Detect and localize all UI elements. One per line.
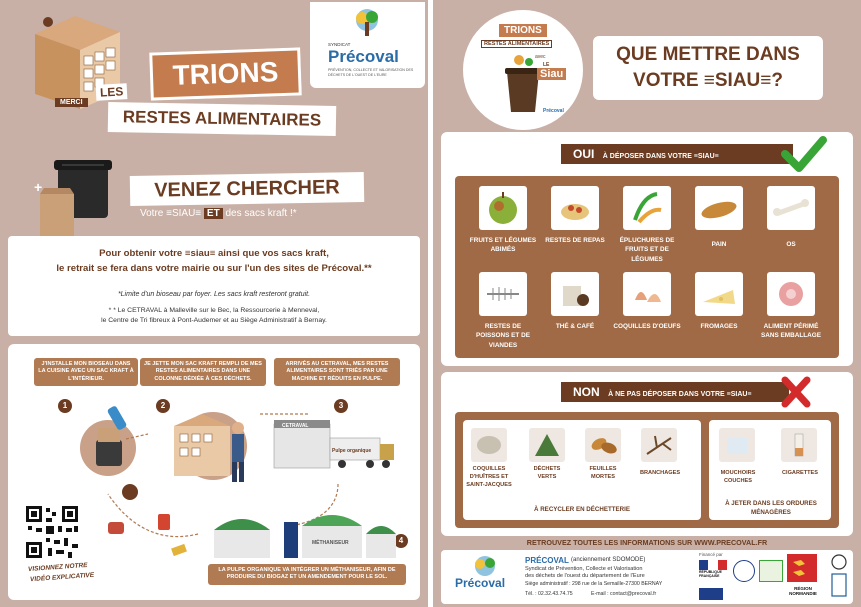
tea-coffee-icon	[551, 272, 599, 316]
tree-logo-icon	[352, 8, 382, 38]
circle-siau: Siau	[537, 68, 566, 80]
tile-huitres	[471, 428, 507, 462]
methaniseur-illustration	[204, 504, 404, 564]
question-line-2: VOTRE ≡SIAU≡?	[633, 70, 783, 91]
headline-restes-box	[108, 102, 336, 136]
fish-bones-icon	[479, 272, 527, 316]
branches-icon	[641, 428, 677, 462]
circle-le: LE	[543, 62, 550, 68]
france-relance-icon	[733, 560, 755, 582]
label-feuilles: FEUILLES MORTES	[589, 466, 617, 480]
left-page	[0, 0, 428, 607]
cheese-icon	[695, 272, 743, 316]
truck-label: Pulpe organique	[332, 448, 372, 454]
footer-former: (anciennement SDOMODE)	[571, 557, 646, 563]
normandie-lions-icon	[787, 554, 817, 582]
bone-icon	[767, 186, 815, 230]
tile-perime	[767, 272, 815, 316]
footer-address: Siège administratif : 298 rue de la Semaille-27300 BERNAY	[525, 581, 663, 587]
label-poissons: RESTES DE POISSONS ET DE VIANDES	[476, 323, 530, 349]
label-verts: DÉCHETS VERTS	[533, 466, 561, 480]
more-info-link[interactable]: RETROUVEZ TOUTES LES INFORMATIONS SUR WWW.PRECOVAL.FR	[526, 538, 768, 547]
oui-panel	[441, 132, 853, 366]
footnote-2: * * Le CETRAVAL à Malleville sur le Bec, la Ressourcerie à Menneval,	[108, 307, 320, 314]
step-1-text: J'INSTALLE MON BIOSEAU DANS LA CUISINE AVEC UN SAC KRAFT À L'INTÉRIEUR.	[34, 358, 138, 386]
footnote-3: le Centre de Tri fibreux à Pont-Audemer et au Siège Administratif à Bernay.	[101, 317, 327, 324]
right-page	[433, 0, 861, 607]
footer-name: PRÉCOVAL	[525, 556, 569, 565]
footer-logo-text: Précoval	[455, 576, 506, 590]
siau-circle-badge	[463, 10, 583, 130]
non-header	[561, 382, 789, 402]
tile-verts	[529, 428, 565, 462]
circle-restes: RESTES ALIMENTAIRES	[481, 40, 552, 48]
label-huitres: COQUILLES D'HUÎTRES ET SAINT-JACQUES	[466, 466, 512, 488]
question-card	[593, 36, 823, 100]
tile-mouchoirs	[719, 428, 755, 462]
label-mouchoirs: MOUCHOIRS COUCHES	[720, 470, 756, 484]
step-2-text: JE JETTE MON SAC KRAFT REMPLI DE MES RESTES ALIMENTAIRES DANS UNE COLONNE DÉDIÉE À CES DÉCHETS.	[140, 358, 266, 386]
om-caption: À JETER DANS LES ORDURES MÉNAGÈRES	[725, 500, 817, 516]
step-2-badge: 2	[156, 399, 170, 413]
rf-logo	[699, 560, 727, 578]
region-text: RÉGION NORMANDIE	[789, 586, 817, 596]
tile-poissons	[479, 272, 527, 316]
non-word: NON	[573, 385, 600, 399]
factory-label: CETRAVAL	[282, 423, 309, 429]
circle-trions: TRIONS	[499, 24, 547, 37]
step-3-badge: 3	[334, 399, 348, 413]
tile-fromages	[695, 272, 743, 316]
pasta-icon	[551, 186, 599, 230]
tile-epluchures	[623, 186, 671, 230]
cta-sub-et: ET	[204, 208, 223, 219]
org-caption: SYNDICAT	[328, 42, 351, 47]
cta-title-box	[130, 172, 364, 206]
headline-restes: RESTES ALIMENTAIRES	[122, 107, 322, 130]
footer-email[interactable]: E-mail : contact@precoval.fr	[591, 591, 657, 597]
headline-trions-box	[149, 47, 302, 100]
label-fromages: FROMAGES	[700, 323, 738, 330]
retrait-line-2: le retrait se fera dans votre mairie ou sur l'un des sites de Précoval.**	[56, 263, 372, 274]
cross-icon	[779, 376, 813, 408]
rf-text: RÉPUBLIQUE FRANÇAISE	[699, 570, 722, 578]
step-1-badge: 1	[58, 399, 72, 413]
question-line-1: QUE METTRE DANS	[616, 44, 800, 65]
label-branchages: BRANCHAGES	[639, 470, 681, 476]
retrait-info-card	[8, 236, 420, 336]
tile-cigarettes	[781, 428, 817, 462]
circle-logo-text: Précoval	[543, 108, 564, 114]
org-name: Précoval	[328, 47, 399, 66]
label-oeufs: COQUILLES D'OEUFS	[613, 323, 681, 330]
cta-subtitle	[140, 208, 370, 226]
video-line-1: VISIONNEZ NOTRE	[27, 561, 88, 574]
footnote-1: *Limite d'un bioseau par foyer. Les sacs kraft resteront gratuit.	[117, 291, 311, 298]
financed-label: Financé par	[699, 552, 723, 557]
label-epluchures: ÉPLUCHURES DE FRUITS ET DE LÉGUMES	[619, 237, 675, 263]
eggshell-icon	[623, 272, 671, 316]
green-waste-icon	[529, 428, 565, 462]
label-the: THÉ & CAFÉ	[555, 323, 595, 330]
oyster-icon	[471, 428, 507, 462]
headline-trions: TRIONS	[172, 56, 279, 91]
oui-rest: À DÉPOSER DANS VOTRE ≡SIAU≡	[602, 153, 719, 160]
svg-text:+: +	[34, 179, 43, 195]
footer-desc-2: des déchets de l'ouest du département de l'Eure	[525, 573, 645, 579]
tile-oeufs	[623, 272, 671, 316]
household-items-illustration	[100, 474, 210, 574]
video-line-2: VIDÉO EXPLICATIVE	[29, 571, 95, 584]
oui-header	[561, 144, 793, 164]
cta-sub-siau: Votre ≡SIAU≡	[140, 208, 202, 219]
oui-word: OUI	[573, 147, 595, 161]
label-restes: RESTES DE REPAS	[545, 237, 605, 244]
box-merci-label: MERCI	[55, 98, 88, 107]
non-rest: À NE PAS DÉPOSER DANS VOTRE ≡SIAU≡	[608, 391, 752, 398]
org-subtitle: PRÉVENTION, COLLECTE ET VALORISATION DES DÉCHETS DE L'OUEST DE L'EURE	[328, 68, 414, 77]
checkmark-icon	[781, 134, 827, 174]
tile-the	[551, 272, 599, 316]
ademe-icon	[759, 560, 783, 582]
label-perime: ALIMENT PÉRIMÉ SANS EMBALLAGE	[760, 323, 821, 340]
qr-code[interactable]	[24, 504, 80, 560]
label-os: OS	[786, 241, 796, 248]
apple-icon	[479, 186, 527, 230]
peelings-icon	[623, 186, 671, 230]
tile-pain	[695, 186, 743, 230]
circle-avec: avec	[535, 54, 546, 60]
eu-flag-icon	[699, 588, 723, 600]
cigarette-icon	[781, 428, 817, 462]
process-panel	[8, 344, 420, 600]
dechetterie-caption: À RECYCLER EN DÉCHETTERIE	[534, 506, 630, 513]
label-pain: PAIN	[711, 241, 727, 248]
precoval-logo-card	[310, 2, 425, 88]
step-4-text: LA PULPE ORGANIQUE VA INTÉGRER UN MÉTHANISEUR, AFIN DE PRODUIRE DU BIOGAZ ET UN AMENDEMENT POUR LE SOL.	[208, 564, 406, 585]
non-panel	[441, 372, 853, 536]
headline-les: LES	[96, 83, 128, 101]
bread-icon	[695, 186, 743, 230]
bioseau-kraft-illustration	[28, 146, 128, 246]
tile-os	[767, 186, 815, 230]
footer-card	[441, 550, 853, 604]
footer-desc-1: Syndicat de Prévention, Collecte et Valorisation	[525, 566, 643, 572]
dead-leaves-icon	[585, 428, 621, 462]
tile-feuilles	[585, 428, 621, 462]
tile-restes	[551, 186, 599, 230]
cta-sub-kraft: des sacs kraft !*	[225, 208, 297, 219]
tile-fruits	[479, 186, 527, 230]
label-fruits: FRUITS ET LÉGUMES ABIMÉS	[469, 237, 537, 254]
step-4-badge: 4	[394, 534, 408, 548]
step-3-text: ARRIVÉS AU CETRAVAL, MES RESTES ALIMENTAIRES SONT TRIÉS PAR UNE MACHINE ET RÉDUITS EN PULPE.	[274, 358, 400, 386]
tile-branchages	[641, 428, 677, 462]
recycle-info-icons	[829, 552, 849, 600]
tissues-icon	[719, 428, 755, 462]
footer-tel: Tél. : 02.32.43.74.75	[525, 591, 573, 597]
digester-label: MÉTHANISEUR	[312, 540, 349, 546]
cta-title: VENEZ CHERCHER	[154, 176, 340, 202]
label-cigarettes: CIGARETTES	[781, 470, 819, 476]
ham-icon	[767, 272, 815, 316]
retrait-line-1: Pour obtenir votre ≡siau≡ ainsi que vos sacs kraft,	[99, 248, 329, 259]
